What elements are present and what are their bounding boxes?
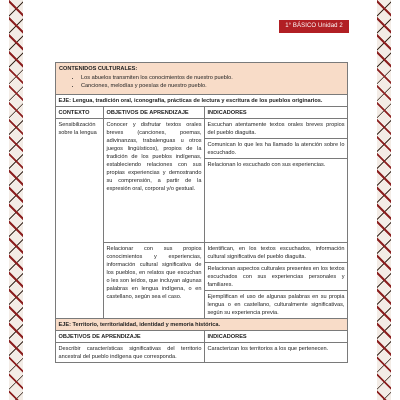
decorative-border-right <box>377 0 391 400</box>
indicator-item: Relacionan aspectos culturales presentes en los textos escuchados con sus experiencias personales y familiares. <box>205 262 347 290</box>
oa-cell-3: Describir características significativas del territorio ancestral del pueblo indígena que corresponda. <box>56 343 205 363</box>
oa-cell-2: Relacionar con sus propios conocimientos y experiencias, información cultural significativa de los pueblos, en relatos que escuchan o les son leídos, que incluyan algunas palabras en lengua indígena, o en castellano, según sea el caso. <box>104 243 205 319</box>
eje1-title: EJE: Lengua, tradición oral, iconografía, prácticas de lectura y escritura de los pueblos originarios. <box>56 95 348 107</box>
contenidos-list <box>81 74 344 90</box>
indicator-item: Relacionan lo escuchado con sus experiencias. <box>205 158 347 170</box>
table-row <box>56 343 348 363</box>
eje1-title-row <box>56 95 348 107</box>
contenidos-cell <box>56 63 348 95</box>
indicadores-cell-3: Caracterizan los territorios a los que pertenecen. <box>205 343 348 363</box>
oa-cell-1: Conocer y disfrutar textos orales breves (canciones, poemas, adivinanzas, trabalenguas u otros juegos lingüísticos), propios de la tradición de los pueblos indígenas, estableciendo relaciones con sus propias experiencias y demostrando su comprensión, a partir de la expresión oral, corporal y/o gestual. <box>104 119 205 243</box>
curriculum-table <box>55 62 348 363</box>
decorative-border-left <box>9 0 23 400</box>
table-row <box>56 119 348 243</box>
unit-badge: 1° BÁSICO Unidad 2 <box>279 20 349 33</box>
eje2-header-row <box>56 331 348 343</box>
indicadores-cell-1 <box>205 119 348 243</box>
indicator-item: Identifican, en los textos escuchados, información cultural significativa del pueblo diaguita. <box>207 245 345 260</box>
col-header-indicadores: INDICADORES <box>205 107 348 119</box>
indicator-item: Escuchan atentamente textos orales breves propios del pueblo diaguita. <box>207 121 345 136</box>
eje2-title: EJE: Territorio, territorialidad, identidad y memoria histórica. <box>56 319 348 331</box>
col-header-objetivos: OBJETIVOS DE APRENDIZAJE <box>104 107 205 119</box>
eje1-header-row <box>56 107 348 119</box>
contexto-cell: Sensibilización sobre la lengua <box>56 119 104 319</box>
indicator-item: Ejemplifican el uso de algunas palabras en su propia lengua o en castellano, culturalmente significativas, según su experiencia previa. <box>205 290 347 318</box>
curriculum-table-container <box>55 62 347 363</box>
indicator-item: Comunican lo que les ha llamado la atención sobre lo escuchado. <box>205 138 347 158</box>
contenidos-row <box>56 63 348 95</box>
col-header-indicadores-2: INDICADORES <box>205 331 348 343</box>
list-item: • Canciones, melodías y poesías de nuestro pueblo. <box>81 82 344 90</box>
eje2-title-row <box>56 319 348 331</box>
contenidos-title: CONTENIDOS CULTURALES: <box>59 66 138 72</box>
col-header-contexto: CONTEXTO <box>56 107 104 119</box>
col-header-objetivos-2: OBJETIVOS DE APRENDIZAJE <box>56 331 205 343</box>
indicadores-cell-2 <box>205 243 348 319</box>
list-item: • Los abuelos transmiten los conocimientos de nuestro pueblo. <box>81 74 344 82</box>
